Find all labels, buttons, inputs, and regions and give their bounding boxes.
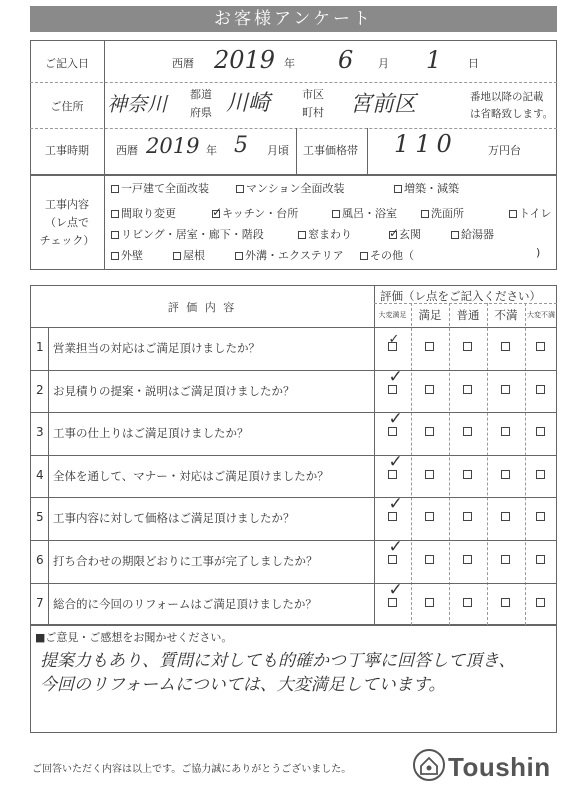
work-option-label: 間取り変更 <box>121 207 176 220</box>
work-option-label: トイレ <box>519 207 552 220</box>
rating-checkbox[interactable] <box>425 427 434 436</box>
address-label: ご住所 <box>50 100 84 113</box>
period-label: 工事時期 <box>45 144 89 157</box>
date-label: ご記入日 <box>45 57 89 70</box>
rating-checkbox[interactable] <box>501 342 510 351</box>
work-option-label: 玄関 <box>399 228 421 241</box>
period-year: 2019 <box>146 134 200 158</box>
date-month: 6 <box>338 46 354 74</box>
checkbox[interactable] <box>173 252 181 260</box>
checkbox[interactable] <box>212 205 223 219</box>
comment-line-1: 提案力もあり、質問に対しても的確かつ丁寧に回答して頂き、 <box>40 651 516 671</box>
num-divider <box>48 327 49 625</box>
checkbox[interactable] <box>111 210 119 218</box>
question-number: 4 <box>36 467 44 482</box>
rating-checkbox[interactable] <box>425 385 434 394</box>
rating-column-divider <box>525 303 526 625</box>
rating-checkbox[interactable] <box>463 555 472 564</box>
rating-column-divider <box>411 303 412 625</box>
work-label-1: 工事内容 <box>45 198 89 211</box>
rating-checkbox[interactable] <box>463 427 472 436</box>
question-text: 工事の仕上りはご満足頂けましたか？ <box>53 426 249 441</box>
question-number: 5 <box>36 510 44 525</box>
rating-checkbox[interactable] <box>425 555 434 564</box>
rating-checkbox[interactable] <box>463 342 472 351</box>
rating-checkbox[interactable] <box>501 427 510 436</box>
date-day-unit: 日 <box>468 57 479 70</box>
question-row-divider <box>30 370 557 371</box>
address-city-top: 市区 <box>302 88 324 101</box>
question-text: 打ち合わせの期限どおりに工事が完了しましたか？ <box>53 554 318 568</box>
work-option[interactable] <box>236 180 345 196</box>
address-prefecture: 神奈川 <box>107 92 167 116</box>
comment-line-2: 今回のリフォームについては、大変満足しています。 <box>40 675 446 695</box>
info-row-divider <box>30 82 557 83</box>
question-row-divider <box>30 455 557 456</box>
price-divider <box>367 128 368 175</box>
other-close-paren: ) <box>536 246 541 259</box>
question-row-divider <box>30 497 557 498</box>
date-year-unit: 年 <box>284 57 295 70</box>
period-month-unit: 月頃 <box>267 144 289 157</box>
address-city: 川崎 <box>226 91 271 116</box>
rating-checkbox[interactable] <box>463 598 472 607</box>
rating-column-divider <box>449 303 450 625</box>
rating-checkbox[interactable] <box>536 427 545 436</box>
comment-heading: ■ご意見・ご感想をお聞かせください。 <box>35 631 233 644</box>
period-year-unit: 年 <box>206 144 217 157</box>
date-day: 1 <box>426 46 442 74</box>
rating-level-label: 満足 <box>418 308 442 322</box>
work-option[interactable] <box>389 226 421 242</box>
eval-header-divider <box>30 327 557 328</box>
question-text: 営業担当の対応はご満足頂けましたか？ <box>53 341 260 355</box>
check-mark-icon: ✓ <box>388 579 403 600</box>
question-row-divider <box>30 412 557 413</box>
work-option[interactable] <box>111 247 143 263</box>
rating-checkbox[interactable] <box>536 598 545 607</box>
work-option[interactable] <box>421 205 464 221</box>
work-option-label: キッチン・台所 <box>222 207 299 220</box>
work-option-label: 窓まわり <box>308 228 352 241</box>
question-number: 7 <box>36 595 44 610</box>
work-option[interactable] <box>394 180 459 196</box>
address-note-1: 番地以降の記載 <box>470 91 544 103</box>
rating-checkbox[interactable] <box>536 342 545 351</box>
checkbox[interactable] <box>332 210 340 218</box>
check-mark-icon: ✓ <box>388 537 403 557</box>
question-number: 3 <box>36 425 44 440</box>
work-option[interactable] <box>173 247 205 263</box>
check-mark-icon: ✓ <box>388 332 400 347</box>
rating-column-divider <box>487 303 488 625</box>
rating-checkbox[interactable] <box>463 512 472 521</box>
check-mark-icon: ✓ <box>388 451 403 472</box>
price-divider <box>296 128 297 175</box>
period-era: 西暦 <box>116 144 138 157</box>
rating-checkbox[interactable] <box>536 385 545 394</box>
info-label-divider <box>104 40 105 175</box>
date-month-unit: 月 <box>378 57 389 70</box>
period-month: 5 <box>234 133 248 158</box>
eval-header: 評 価 内 容 <box>167 301 237 314</box>
check-mark-icon: ✓ <box>389 226 400 240</box>
rating-checkbox[interactable] <box>463 470 472 479</box>
rating-checkbox[interactable] <box>536 512 545 521</box>
work-option-label: 風呂・浴室 <box>342 207 397 220</box>
rating-checkbox[interactable] <box>501 555 510 564</box>
check-mark-icon: ✓ <box>212 205 223 219</box>
address-pref-top: 都道 <box>190 88 212 101</box>
work-option[interactable] <box>111 226 264 242</box>
checkbox[interactable] <box>111 252 119 260</box>
work-option-label: 増築・減築 <box>404 182 459 195</box>
work-option-label: 外溝・エクステリア <box>245 249 344 262</box>
question-text: 総合的に今回のリフォームはご満足頂けましたか？ <box>53 596 317 611</box>
question-row-divider <box>30 540 557 541</box>
rating-checkbox[interactable] <box>425 342 434 351</box>
rating-checkbox[interactable] <box>501 385 510 394</box>
address-city-bottom: 町村 <box>302 106 324 119</box>
address-note-2: は省略致します。 <box>470 108 554 120</box>
work-option-label: 給湯器 <box>461 228 494 241</box>
question-number: 1 <box>36 340 44 354</box>
house-logo-icon <box>413 749 445 781</box>
price-label: 工事価格帯 <box>303 144 358 157</box>
checkbox[interactable] <box>236 185 244 193</box>
work-option[interactable] <box>332 205 397 221</box>
checkbox[interactable] <box>451 231 459 239</box>
work-option[interactable] <box>298 226 352 242</box>
checkbox[interactable] <box>509 210 517 218</box>
rating-checkbox[interactable] <box>501 598 510 607</box>
work-option-label: 洗面所 <box>431 207 464 220</box>
question-number: 2 <box>36 382 44 397</box>
work-option-label: マンション全面改装 <box>246 182 345 195</box>
rating-checkbox[interactable] <box>425 512 434 521</box>
address-ward: 宮前区 <box>350 92 417 117</box>
footer-thanks: ご回答いただく内容は以上です。ご協力誠にありがとうございました。 <box>32 764 352 775</box>
checkbox[interactable] <box>111 231 119 239</box>
company-logo-text: Toushin <box>448 752 551 782</box>
survey-title: お客様アンケート <box>30 6 557 32</box>
rating-header: 評価（レ点をご記入ください） <box>380 289 541 303</box>
date-era: 西暦 <box>172 57 194 70</box>
rating-checkbox[interactable] <box>425 470 434 479</box>
address-pref-bottom: 府県 <box>190 106 212 119</box>
rating-level-label: 大変不満 <box>527 311 555 319</box>
work-option-label: リビング・居室・廊下・階段 <box>121 228 264 241</box>
question-text: お見積りの提案・説明はご満足頂けましたか？ <box>53 383 295 398</box>
work-option[interactable] <box>212 205 298 221</box>
checkbox[interactable] <box>394 185 402 193</box>
work-label-2: （レ点で <box>45 216 89 229</box>
rating-checkbox[interactable] <box>463 385 472 394</box>
rating-checkbox[interactable] <box>501 470 510 479</box>
rating-level-label: 不満 <box>494 308 518 322</box>
work-option[interactable] <box>111 180 209 196</box>
checkbox[interactable] <box>389 226 400 240</box>
rating-level-label: 大変満足 <box>378 311 407 319</box>
checkbox[interactable] <box>298 231 306 239</box>
work-option-label: その他（ <box>370 249 414 262</box>
rating-checkbox[interactable] <box>536 470 545 479</box>
rating-checkbox[interactable] <box>501 512 510 521</box>
work-option-label: 外壁 <box>121 249 143 262</box>
rating-checkbox[interactable] <box>425 598 434 607</box>
check-mark-icon: ✓ <box>388 494 403 515</box>
work-option-label: 一戸建て全面改装 <box>121 182 209 195</box>
question-text: 全体を通して、マナー・対応はご満足頂けましたか？ <box>53 468 329 483</box>
question-text: 工事内容に対して価格はご満足頂けましたか？ <box>53 511 295 526</box>
price-unit: 万円台 <box>488 144 521 157</box>
question-row-divider <box>30 583 557 584</box>
work-option[interactable] <box>451 226 494 242</box>
work-option[interactable] <box>509 205 551 221</box>
checkbox[interactable] <box>421 210 429 218</box>
work-option[interactable] <box>360 247 414 263</box>
work-label-3: チェック） <box>39 234 95 247</box>
price-value: 110 <box>394 130 458 158</box>
checkbox[interactable] <box>111 185 119 193</box>
checkbox[interactable] <box>235 252 243 260</box>
rating-level-label: 普通 <box>456 308 480 322</box>
checkbox[interactable] <box>360 252 368 260</box>
info-row-divider <box>30 128 557 129</box>
date-year: 2019 <box>214 46 276 74</box>
check-mark-icon: ✓ <box>388 366 403 387</box>
work-option[interactable] <box>235 247 344 263</box>
work-option-label: 屋根 <box>183 249 205 262</box>
work-label-divider <box>104 175 105 270</box>
work-option[interactable] <box>111 205 176 221</box>
check-mark-icon: ✓ <box>388 409 403 430</box>
question-number: 6 <box>36 553 44 567</box>
rating-checkbox[interactable] <box>536 555 545 564</box>
